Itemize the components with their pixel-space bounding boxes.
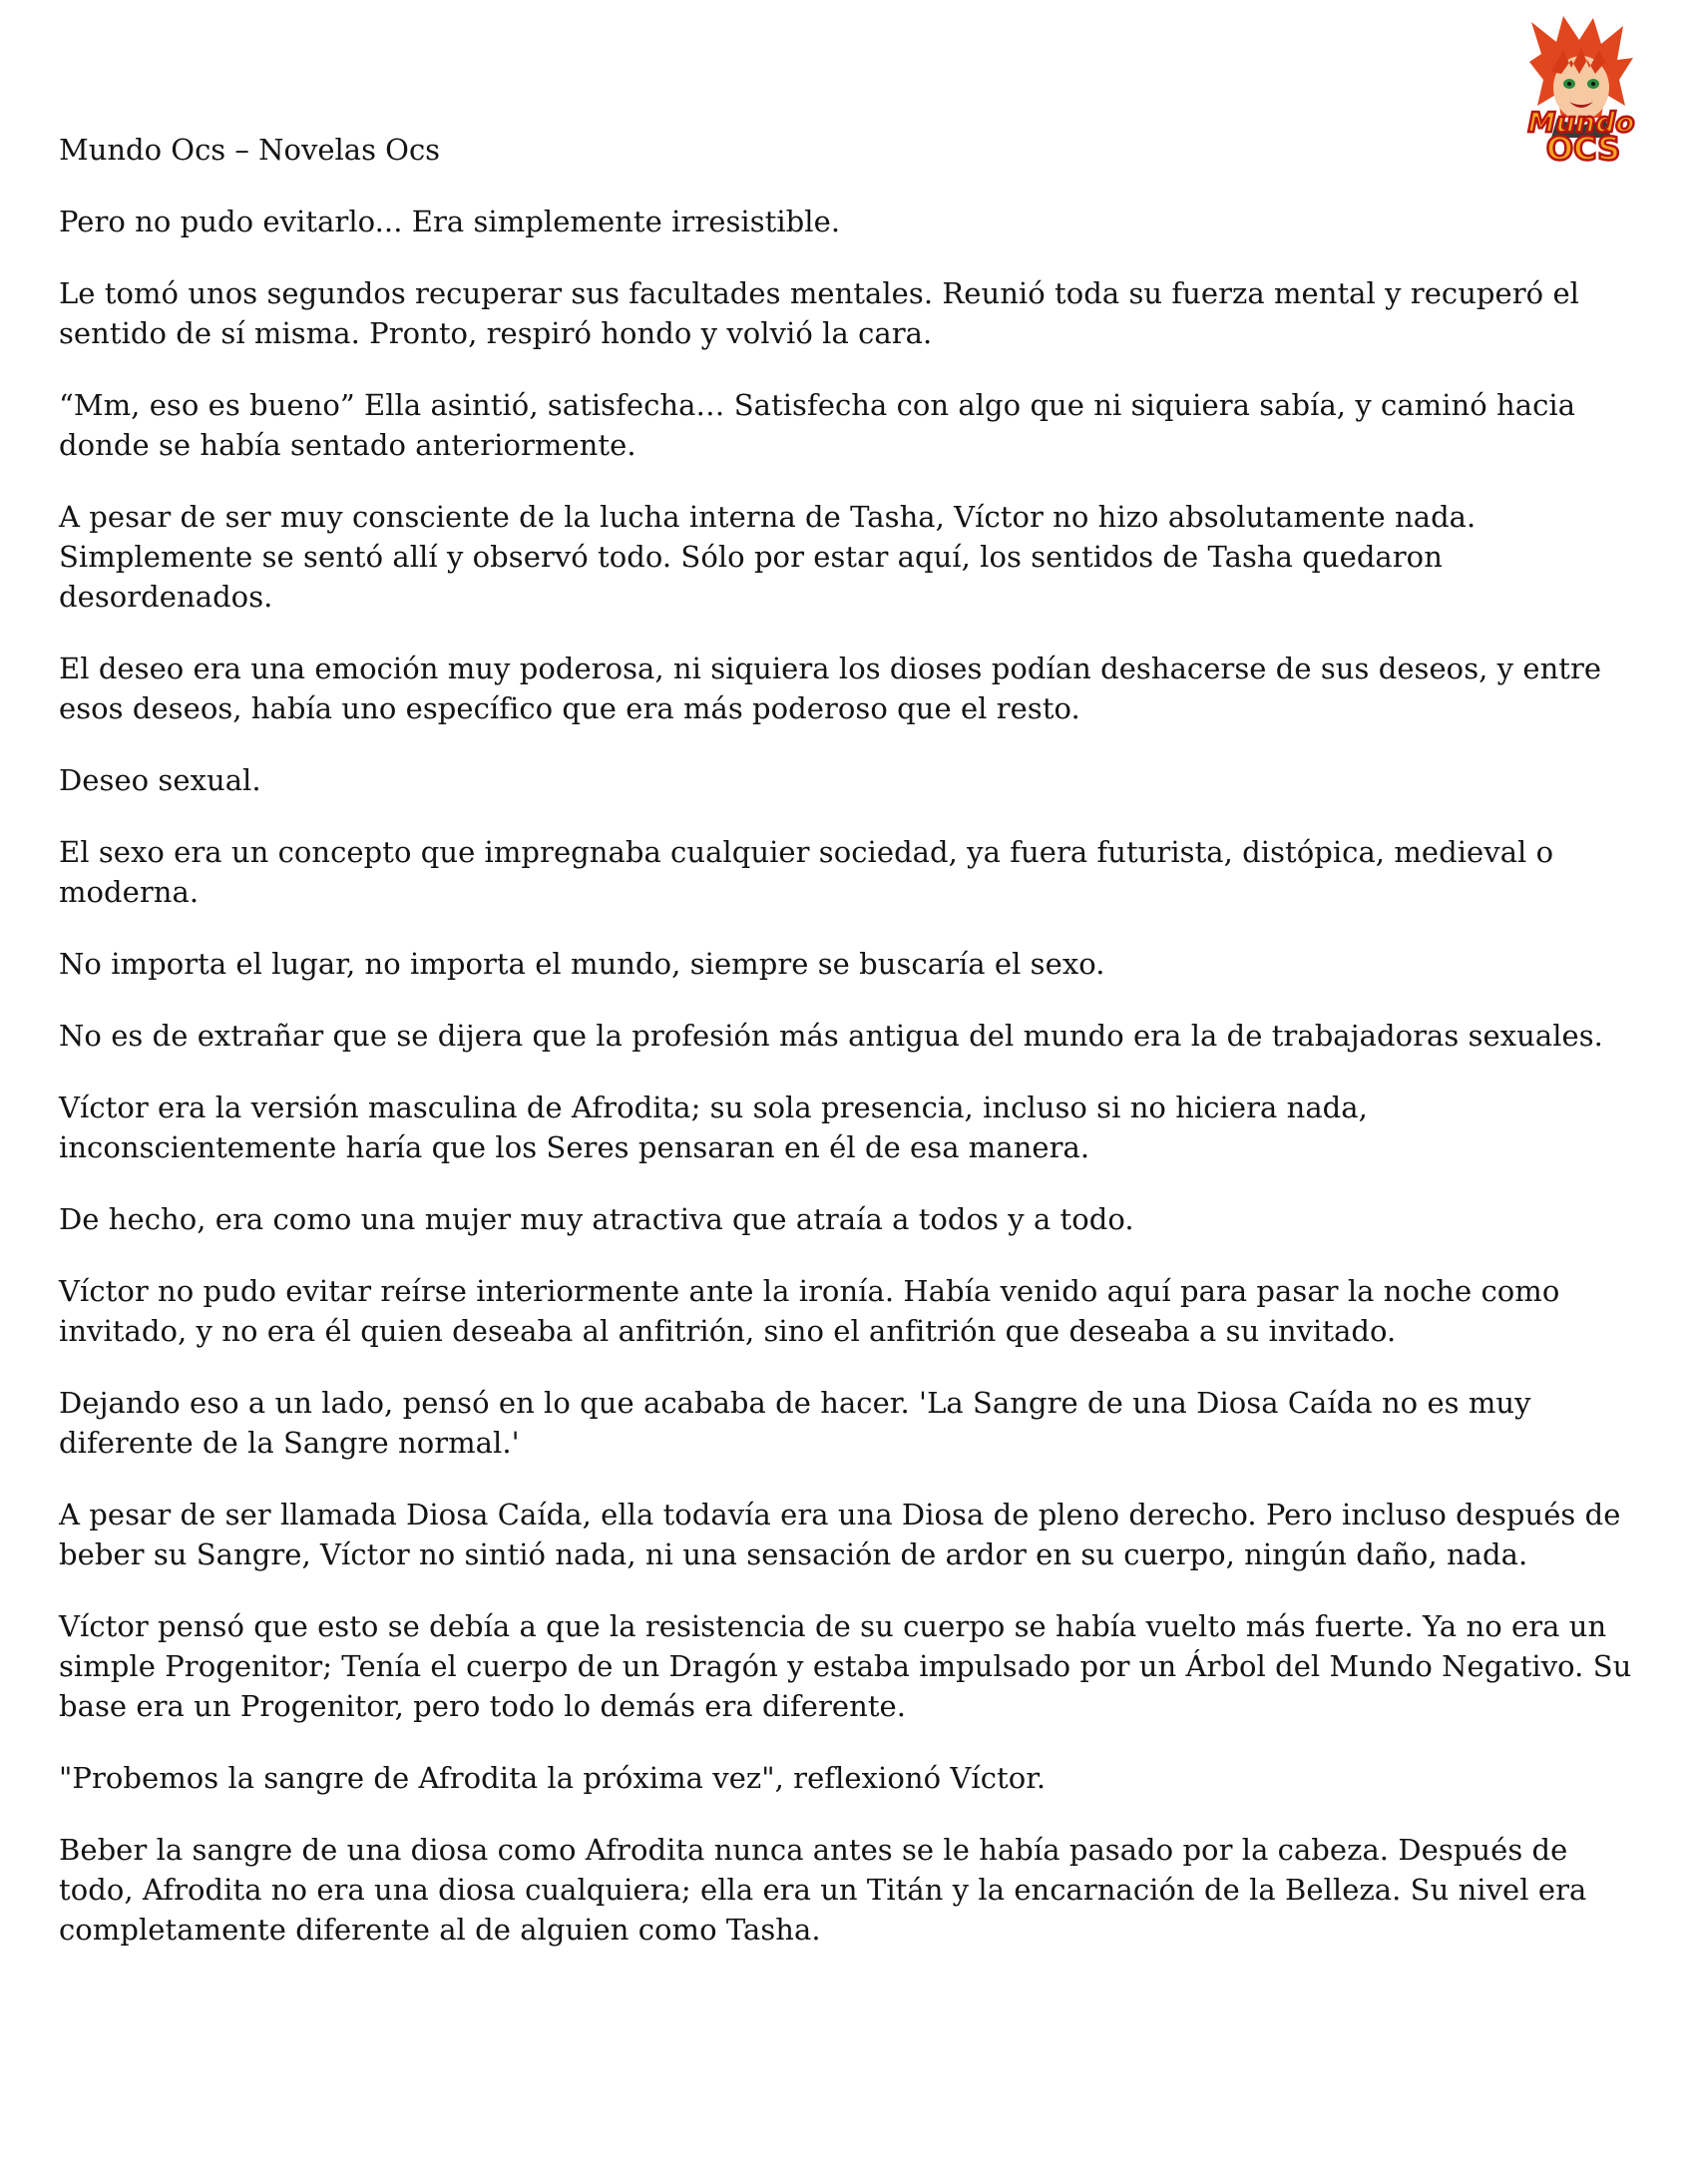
paragraph: Víctor no pudo evitar reírse interiormente ante la ironía. Había venido aquí para pasar la noche como invitado, y no era él quien deseaba al anfitrión, sino el anfitrión que deseaba a su invitado. [59,1274,1560,1348]
paragraph: Víctor pensó que esto se debía a que la resistencia de su cuerpo se había vuelto más fuerte. Ya no era un simple Progenitor; Tenía el cuerpo de un Dragón y estaba impulsado por un Árbol del Mundo Negativo. Su base era un Progenitor, pero todo lo demás era diferente. [59,1609,1632,1723]
paragraph: Pero no pudo evitarlo... Era simplemente irresistible. [59,205,841,238]
paragraph: Le tomó unos segundos recuperar sus facultades mentales. Reunió toda su fuerza mental y recuperó el sentido de sí misma. Pronto, respiró hondo y volvió la cara. [59,276,1579,350]
logo-word-top: Mundo [1527,106,1635,139]
paragraph: Víctor era la versión masculina de Afrodita; su sola presencia, incluso si no hiciera nada, inconscientemente haría que los Seres pensaran en él de esa manera. [59,1091,1368,1164]
document-body [59,130,1645,1981]
paragraph: No importa el lugar, no importa el mundo, siempre se buscaría el sexo. [59,947,1105,981]
paragraph: “Mm, eso es bueno” Ella asintió, satisfecha… Satisfecha con algo que ni siquiera sabía, y caminó hacia donde se había sentado anteriormente. [59,388,1576,462]
paragraph: Deseo sexual. [59,763,261,797]
paragraph: Beber la sangre de una diosa como Afrodita nunca antes se le había pasado por la cabeza. Después de todo, Afrodita no era una diosa cualquiera; ella era un Titán y la encarnación de la Belleza. Su nivel era completamente diferente al de alguien como Tasha. [59,1833,1587,1947]
paragraph: A pesar de ser llamada Diosa Caída, ella todavía era una Diosa de pleno derecho. Pero incluso después de beber su Sangre, Víctor no sintió nada, ni una sensación de ardor en su cuerpo, ningún daño, nada. [59,1498,1621,1571]
paragraph: De hecho, era como una mujer muy atractiva que atraía a todos y a todo. [59,1202,1134,1236]
paragraph: "Probemos la sangre de Afrodita la próxima vez", reflexionó Víctor. [59,1761,1047,1795]
paragraph: No es de extrañar que se dijera que la profesión más antigua del mundo era la de trabajadoras sexuales. [59,1019,1603,1053]
paragraph: A pesar de ser muy consciente de la lucha interna de Tasha, Víctor no hizo absolutamente nada. Simplemente se sentó allí y observó todo. Sólo por estar aquí, los sentidos de Tasha quedaron desordenados. [59,500,1477,614]
paragraph: El deseo era una emoción muy poderosa, ni siquiera los dioses podían deshacerse de sus deseos, y entre esos deseos, había uno específico que era más poderoso que el resto. [59,652,1602,725]
paragraph: El sexo era un concepto que impregnaba cualquier sociedad, ya fuera futurista, distópica, medieval o moderna. [59,835,1554,909]
header-title: Mundo Ocs – Novelas Ocs [59,133,441,167]
paragraph: Dejando eso a un lado, pensó en lo que acababa de hacer. 'La Sangre de una Diosa Caída no es muy diferente de la Sangre normal.' [59,1386,1531,1460]
logo-word-bottom: OCS [1545,130,1621,168]
